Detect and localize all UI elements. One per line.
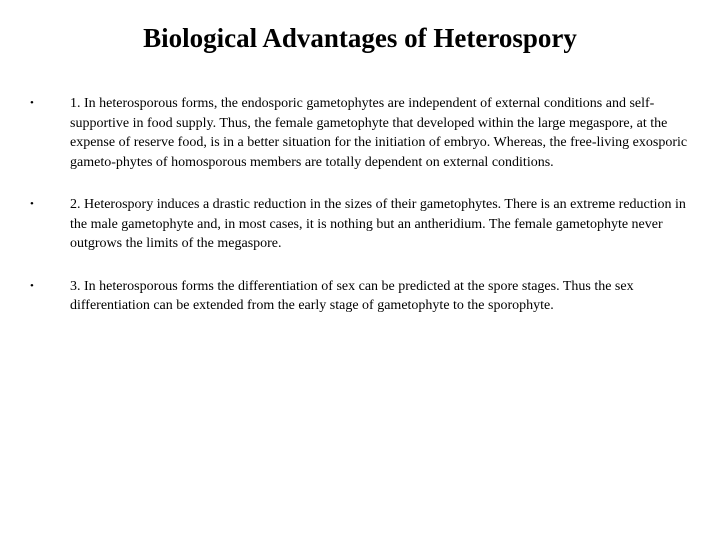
bullet-item-3 — [28, 277, 688, 316]
bullet-text: 2. Heterospory induces a drastic reduction in the sizes of their gametophytes. There is an extreme reduction in the male gametophyte and, in most cases, it is nothing but an antheridium. The female gametophyte never outgrows the limits of the megaspore. — [70, 197, 686, 251]
slide-title: Biological Advantages of Heterospory — [143, 23, 577, 53]
bullet-dot-icon: • — [30, 198, 34, 210]
bullet-list — [28, 94, 688, 339]
bullet-text: 3. In heterosporous forms the differentiation of sex can be predicted at the spore stages. Thus the sex differentiation can be extended from the early stage of gametophyte to the sporophyte. — [70, 278, 634, 313]
bullet-item-2 — [28, 195, 688, 254]
bullet-text: 1. In heterosporous forms, the endosporic gametophytes are independent of external conditions and self-supportive in food supply. Thus, the female gametophyte that developed within the large megaspore, at the expense of reserve food, is in a better situation for the initiation of embryo. Whereas, the free-living exosporic gameto-phytes of homosporous members are totally dependent on external conditions. — [70, 96, 688, 170]
bullet-dot-icon: • — [30, 279, 34, 292]
bullet-dot-icon: • — [30, 97, 34, 109]
bullet-item-1 — [28, 94, 688, 172]
